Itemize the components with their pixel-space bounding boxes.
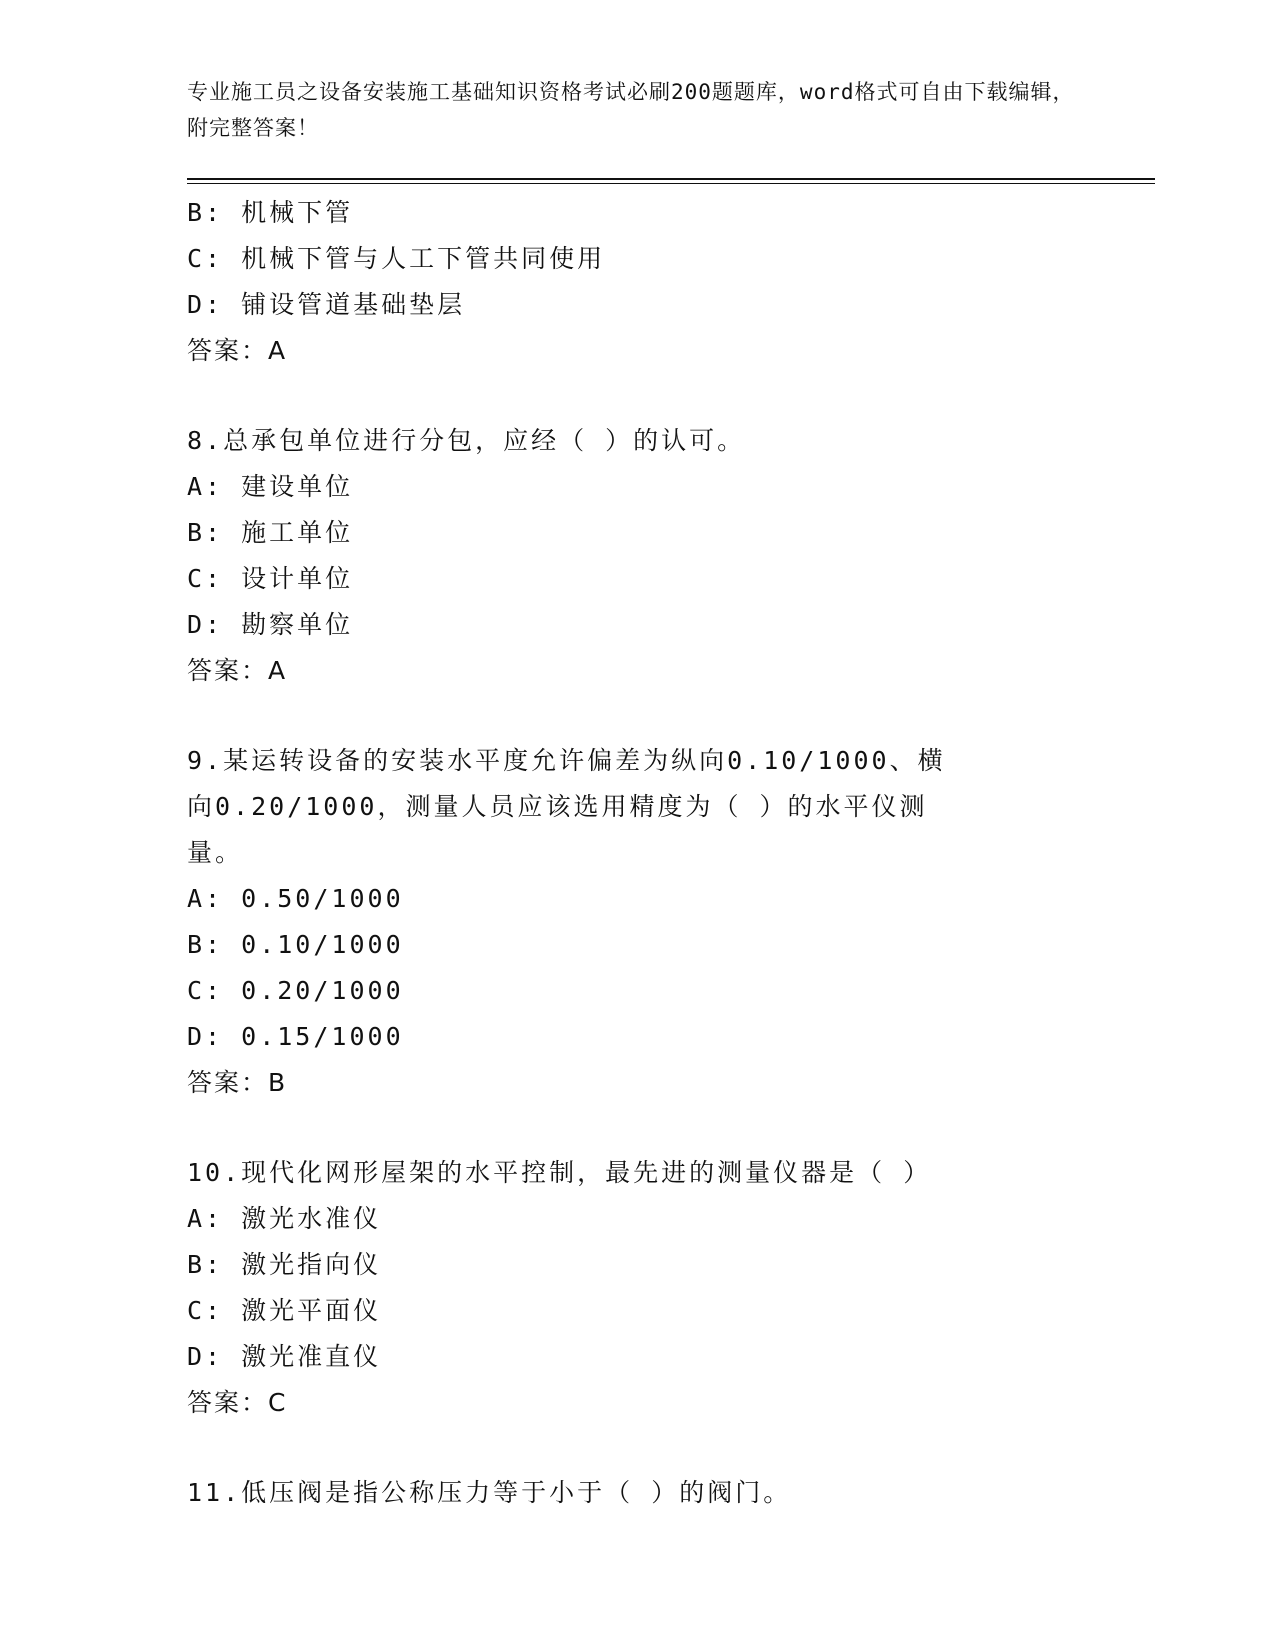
answer: 答案：A [187,336,288,365]
option-d: D: 0.15/1000 [187,1022,404,1051]
header-title: 专业施工员之设备安装施工基础知识资格考试必刷200题题库，word格式可自由下载编辑，附完整答案！ [187,80,1075,140]
document-body [187,190,1155,1516]
header-rule-thick [187,178,1155,180]
option-b: B: 0.10/1000 [187,930,404,959]
question-text: 10.现代化网形屋架的水平控制，最先进的测量仪器是（ ） [187,1158,932,1187]
question-9 [187,738,1155,1106]
header-rule-thin [187,183,1155,184]
option-d: D: 激光准直仪 [187,1342,382,1371]
option-c: C: 机械下管与人工下管共同使用 [187,244,606,273]
option-c: C: 设计单位 [187,564,354,593]
answer: 答案：C [187,1388,288,1417]
option-a: A: 0.50/1000 [187,884,404,913]
option-a: A: 建设单位 [187,472,354,501]
answer: 答案：A [187,656,288,685]
option-b: B: 机械下管 [187,198,354,227]
option-c: C: 0.20/1000 [187,976,404,1005]
option-d: D: 勘察单位 [187,610,354,639]
question-7-partial [187,190,1155,374]
option-c: C: 激光平面仪 [187,1296,382,1325]
option-b: B: 施工单位 [187,518,354,547]
document-header [187,74,1087,146]
question-text: 11.低压阀是指公称压力等于小于（ ）的阀门。 [187,1478,792,1507]
question-8 [187,418,1155,694]
question-10 [187,1150,1155,1426]
question-text: 9.某运转设备的安装水平度允许偏差为纵向0.10/1000、横向0.20/1000，测量人员应该选用精度为（ ）的水平仪测量。 [187,746,946,867]
option-d: D: 铺设管道基础垫层 [187,290,466,319]
option-b: B: 激光指向仪 [187,1250,382,1279]
question-11 [187,1470,1155,1516]
option-a: A: 激光水准仪 [187,1204,382,1233]
answer: 答案：B [187,1068,288,1097]
question-text: 8.总承包单位进行分包，应经（ ）的认可。 [187,426,746,455]
